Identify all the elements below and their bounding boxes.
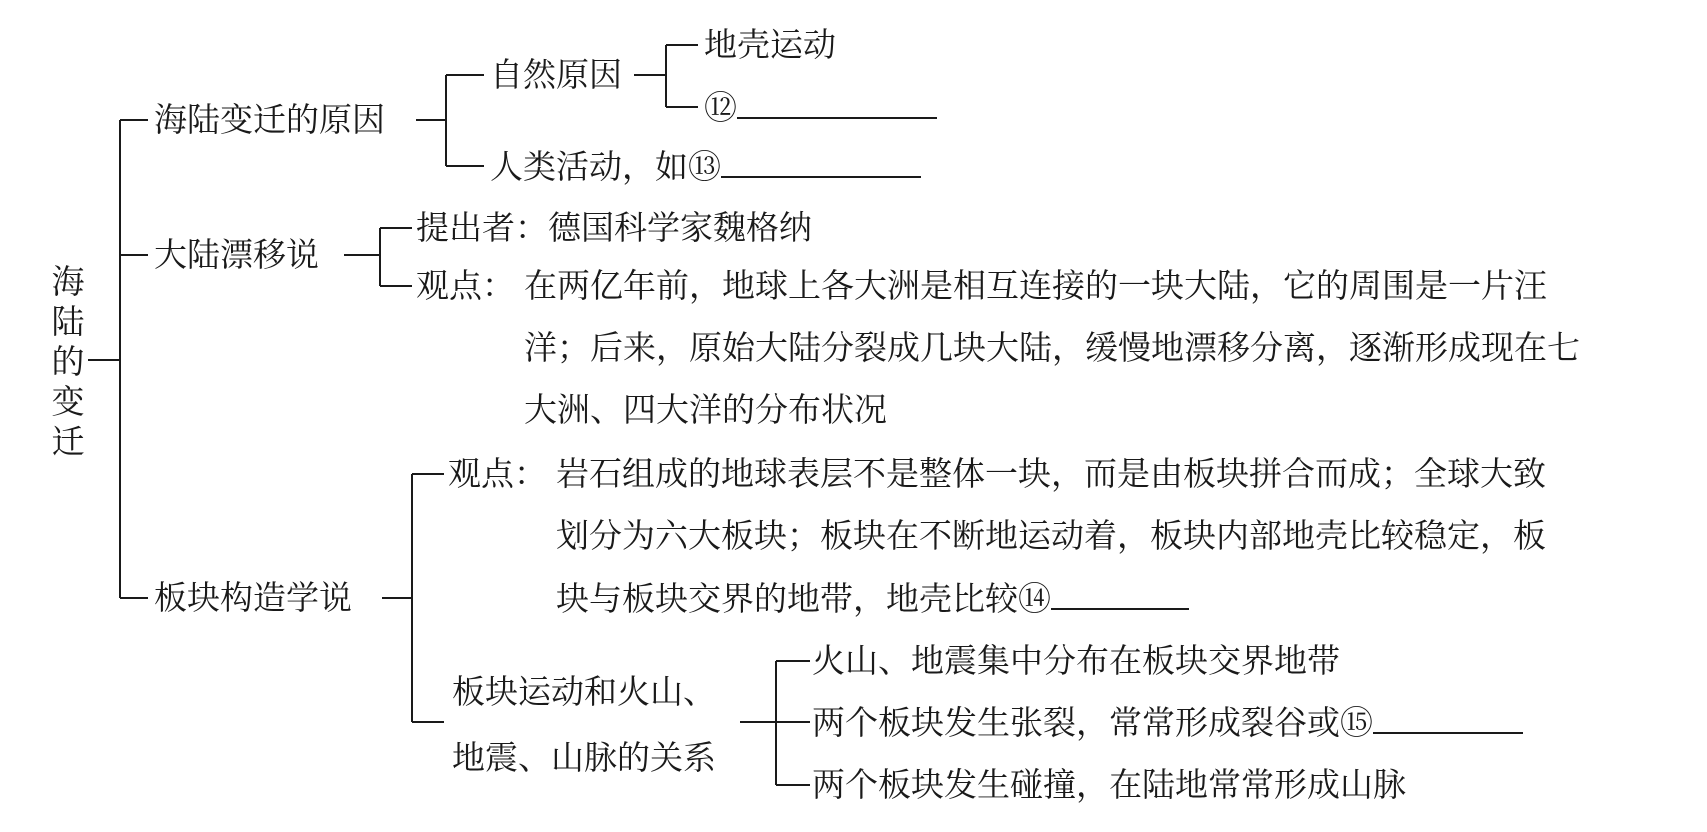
plate-label: 板块构造学说 bbox=[154, 578, 352, 617]
relation-label-line: 板块运动和火山、 bbox=[452, 672, 716, 711]
drift-view-line: 在两亿年前，地球上各大洲是相互连接的一块大陆，它的周围是一片汪 bbox=[524, 266, 1547, 305]
drift-view-line: 大洲、四大洋的分布状况 bbox=[524, 390, 887, 429]
natural-causes-label: 自然原因 bbox=[490, 55, 622, 94]
relation-item: 火山、地震集中分布在板块交界地带 bbox=[812, 641, 1340, 680]
answer-line-12 bbox=[737, 87, 937, 119]
drift-label: 大陆漂移说 bbox=[154, 235, 319, 274]
drift-proposer: 提出者：德国科学家魏格纳 bbox=[416, 208, 812, 247]
blank-12-number: ⑫ bbox=[704, 88, 737, 127]
human-activity bbox=[490, 146, 921, 187]
plate-view-label: 观点： bbox=[448, 454, 547, 493]
plate-view-line: 划分为六大板块；板块在不断地运动着，板块内部地壳比较稳定，板 bbox=[556, 516, 1546, 555]
human-activity-label: 人类活动，如⑬ bbox=[490, 147, 721, 186]
plate-view-line: 岩石组成的地球表层不是整体一块，而是由板块拼合而成；全球大致 bbox=[556, 454, 1546, 493]
relation-item-15 bbox=[812, 702, 1523, 743]
root-topic: 海陆的变迁 bbox=[51, 262, 85, 461]
answer-line-13 bbox=[721, 146, 921, 178]
relation-item: 两个板块发生张裂，常常形成裂谷或⑮ bbox=[812, 703, 1373, 742]
blank-12 bbox=[704, 87, 937, 128]
plate-view-line-14 bbox=[556, 578, 1189, 619]
answer-line-14 bbox=[1051, 578, 1189, 610]
answer-line-15 bbox=[1373, 702, 1523, 734]
relation-label-line: 地震、山脉的关系 bbox=[452, 738, 716, 777]
crust-movement-label: 地壳运动 bbox=[704, 25, 836, 64]
causes-label: 海陆变迁的原因 bbox=[154, 100, 385, 139]
drift-view-line: 洋；后来，原始大陆分裂成几块大陆，缓慢地漂移分离，逐渐形成现在七 bbox=[524, 328, 1580, 367]
drift-view-label: 观点： bbox=[416, 266, 515, 305]
plate-view-line: 块与板块交界的地带，地壳比较⑭ bbox=[556, 579, 1051, 618]
relation-item: 两个板块发生碰撞，在陆地常常形成山脉 bbox=[812, 765, 1406, 804]
